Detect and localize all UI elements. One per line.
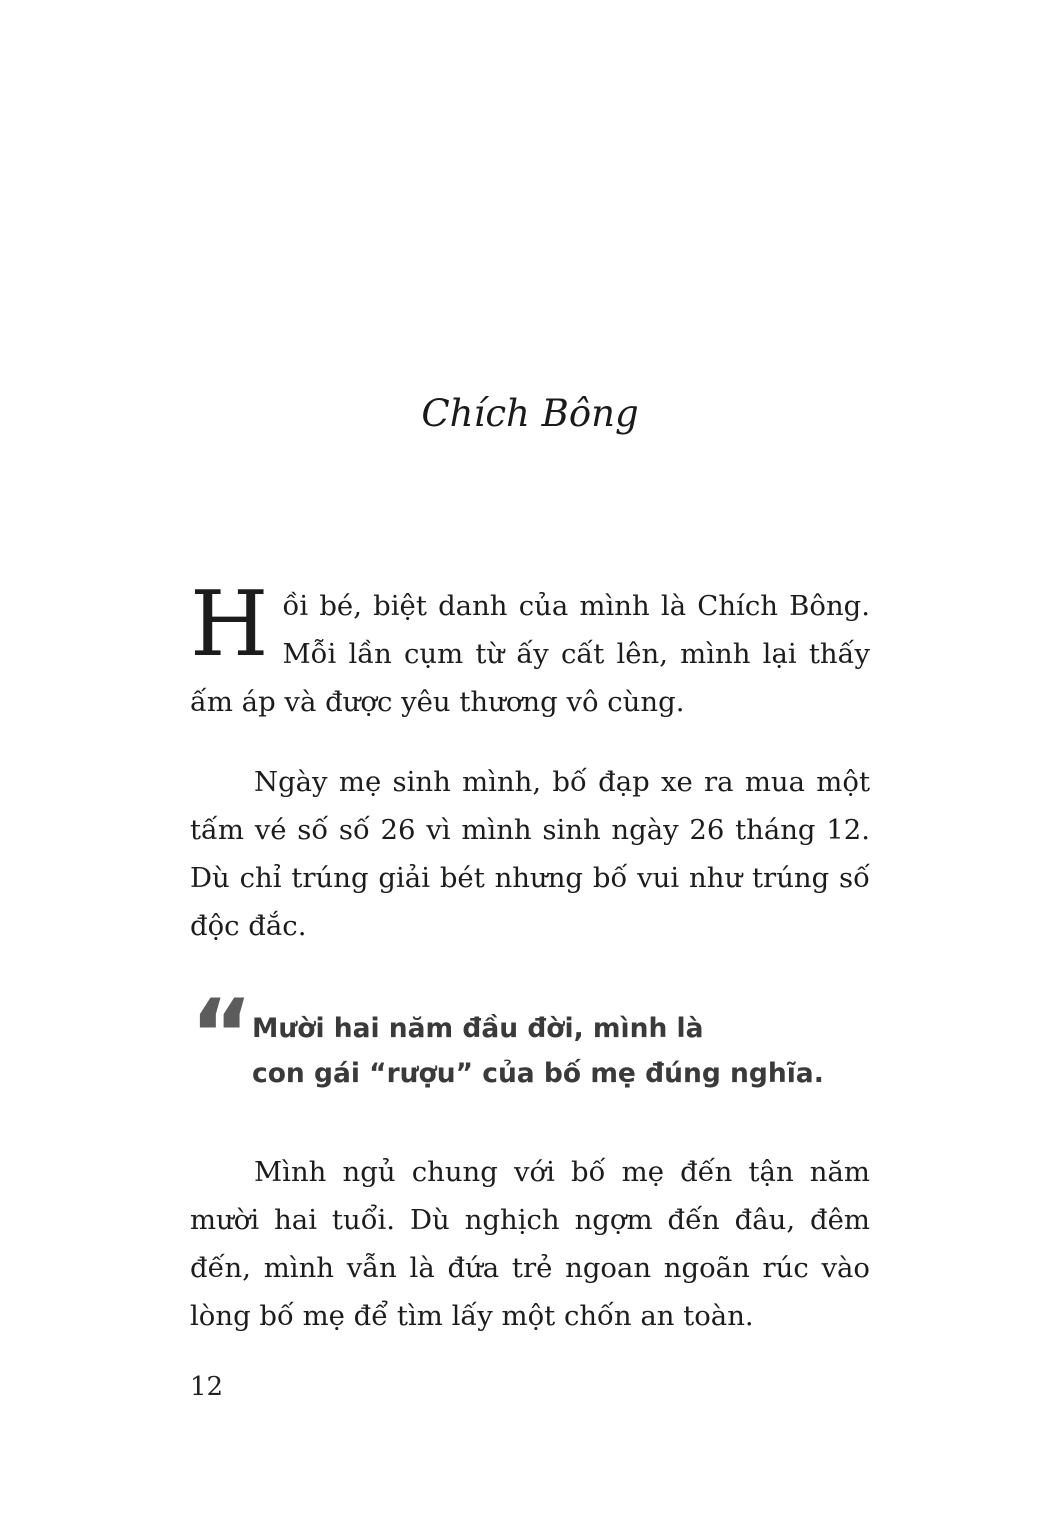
page-number: 12 [190, 1372, 224, 1402]
chapter-title: Chích Bông [421, 392, 639, 435]
paragraph-1-text: ồi bé, biệt danh của mình là Chích Bông. Mỗi lần cụm từ ấy cất lên, mình lại thấy ấm áp và được yêu thương vô cùng. [190, 590, 870, 718]
pull-quote-line-1: Mười hai năm đầu đời, mình là [252, 1013, 704, 1044]
paragraph-1 [190, 572, 870, 726]
paragraph-2: Ngày mẹ sinh mình, bố đạp xe ra mua một tấm vé số số 26 vì mình sinh ngày 26 tháng 12. Dù chỉ trúng giải bét nhưng bố vui như trúng số độc đắc. [190, 766, 870, 942]
quotation-mark-icon: “ [190, 979, 246, 1091]
pull-quote-line-2: con gái “rượu” của bố mẹ đúng nghĩa. [252, 1058, 824, 1089]
dropcap-letter: H [190, 572, 269, 677]
pull-quote-text [252, 1006, 824, 1096]
pull-quote [190, 979, 870, 1096]
paragraph-3: Mình ngủ chung với bố mẹ đến tận năm mười hai tuổi. Dù nghịch ngợm đến đâu, đêm đến, mình vẫn là đứa trẻ ngoan ngoãn rúc vào lòng bố mẹ để tìm lấy một chốn an toàn. [190, 1156, 870, 1332]
